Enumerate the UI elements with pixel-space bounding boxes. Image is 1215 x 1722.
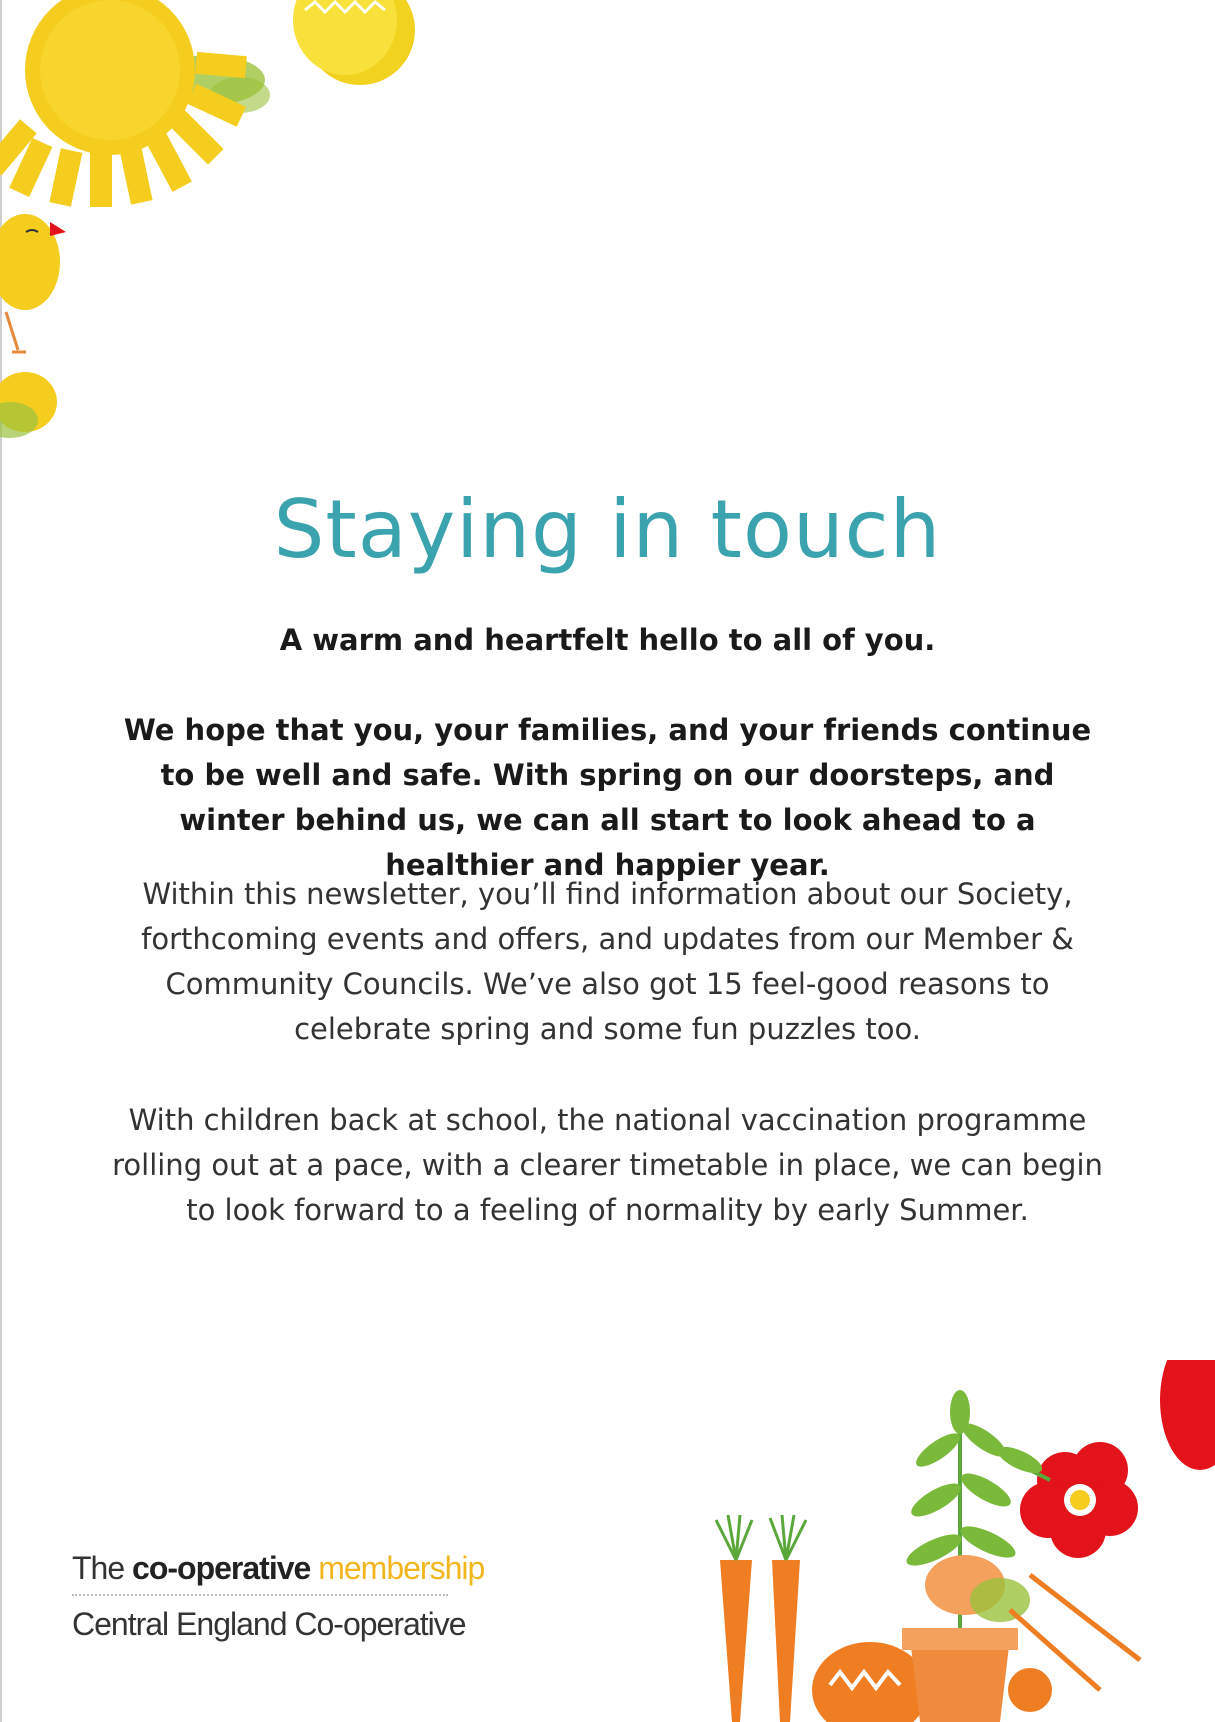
coop-membership-logo <box>72 1548 485 1644</box>
logo-society-name: Central England Co-operative <box>72 1606 466 1642</box>
sun-illustration <box>0 0 270 207</box>
logo-part-the: The <box>72 1550 133 1586</box>
orange-egg <box>812 1642 928 1722</box>
page-title: Staying in touch <box>273 483 942 576</box>
chick-illustration <box>0 214 66 438</box>
logo-part-cooperative: co-operative <box>132 1550 311 1586</box>
logo-wordmark <box>72 1548 485 1588</box>
logo-divider <box>72 1594 448 1596</box>
outlook-paragraph: With children back at school, the national vaccination programme rolling out at a pace, with a clearer timetable in place, we can begin to look forward to a feeling of normality by early Summer. <box>112 1103 1103 1227</box>
newsletter-contents-paragraph: Within this newsletter, you’ll find information about our Society, forthcoming events and offers, and updates from our Member & Community Councils. We’ve also got 15 feel-good reasons to celebrate spring and some fun puzzles too. <box>141 877 1074 1046</box>
greeting-text: A warm and heartfelt hello to all of you. <box>279 623 936 657</box>
spring-bottom-illustration <box>680 1360 1215 1722</box>
intro-paragraph: We hope that you, your families, and your friends continue to be well and safe. With spring on our doorsteps, and winter behind us, we can all start to look ahead to a healthier and happier year. <box>123 713 1092 882</box>
easter-egg <box>293 0 415 85</box>
spring-top-illustration <box>0 0 460 460</box>
logo-part-membership: membership <box>310 1550 485 1586</box>
carrots <box>716 1515 806 1722</box>
